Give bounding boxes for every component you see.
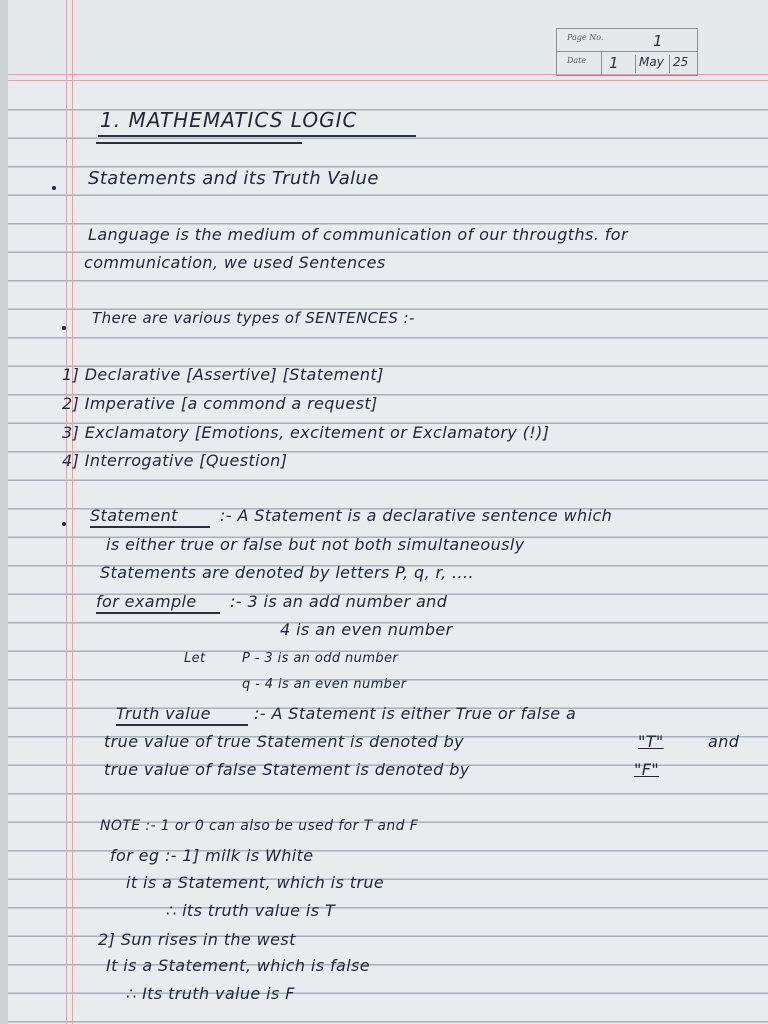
statement-term: Statement bbox=[90, 506, 178, 525]
note: NOTE :- 1 or 0 can also be used for T and F bbox=[100, 818, 419, 834]
truth-value-definition: :- A Statement is either True or false a bbox=[254, 704, 577, 723]
intro-line: communication, we used Sentences bbox=[84, 253, 386, 272]
truth-value-definition: true value of false Statement is denoted by bbox=[104, 760, 470, 779]
statement-example: 4 is an even number bbox=[280, 620, 453, 639]
statement-definition: :- A Statement is a declarative sentence which bbox=[220, 506, 613, 525]
truth-value-definition: and bbox=[708, 732, 740, 751]
example-line: 2] Sun rises in the west bbox=[98, 930, 296, 949]
type-item: 1] Declarative [Assertive] [Statement] bbox=[62, 365, 384, 384]
date-separator bbox=[601, 52, 602, 75]
title-underline bbox=[96, 142, 302, 144]
example-label: for example bbox=[96, 592, 197, 611]
statement-example: :- 3 is an add number and bbox=[230, 592, 448, 611]
date-row bbox=[557, 52, 697, 74]
let-item: q - 4 is an even number bbox=[242, 677, 407, 692]
statement-definition: Statements are denoted by letters P, q, r, .... bbox=[100, 563, 474, 582]
page-number-label: Page No. bbox=[567, 33, 604, 42]
date-month: May bbox=[635, 55, 664, 73]
example-line: ∴ its truth value is T bbox=[166, 901, 336, 920]
example-line: for eg :- 1] milk is White bbox=[110, 846, 314, 865]
date-label: Date bbox=[567, 56, 587, 65]
example-underline bbox=[96, 612, 220, 614]
margin-line bbox=[72, 0, 73, 1024]
bullet bbox=[62, 326, 66, 330]
date-year: 25 bbox=[669, 55, 688, 73]
type-item: 3] Exclamatory [Emotions, excitement or Exclamatory (!)] bbox=[62, 423, 550, 442]
header-rule bbox=[8, 80, 768, 81]
example-line: it is a Statement, which is true bbox=[126, 873, 385, 892]
type-item: 2] Imperative [a commond a request] bbox=[62, 394, 378, 413]
statement-underline bbox=[90, 526, 210, 528]
let-item: P - 3 is an odd number bbox=[242, 651, 399, 666]
page-number: 1 bbox=[653, 32, 663, 50]
type-item: 4] Interrogative [Question] bbox=[62, 451, 288, 470]
page-date-box bbox=[556, 28, 698, 76]
truth-value-term: Truth value bbox=[116, 704, 211, 723]
statement-definition: is either true or false but not both simultaneously bbox=[106, 535, 525, 554]
true-symbol: "T" bbox=[638, 732, 664, 751]
let-label: Let bbox=[184, 651, 206, 666]
page-title: 1. MATHEMATICS LOGIC bbox=[100, 108, 358, 132]
example-line: It is a Statement, which is false bbox=[106, 956, 371, 975]
title-underline bbox=[98, 135, 416, 137]
margin-line bbox=[66, 0, 67, 1024]
truth-value-definition: true value of true Statement is denoted by bbox=[104, 732, 465, 751]
bullet bbox=[52, 186, 56, 190]
bullet bbox=[62, 522, 66, 526]
date-day: 1 bbox=[609, 54, 619, 72]
subheading: Statements and its Truth Value bbox=[88, 168, 379, 189]
example-line: ∴ Its truth value is F bbox=[126, 984, 295, 1003]
truth-value-underline bbox=[116, 724, 248, 726]
false-symbol: "F" bbox=[634, 760, 660, 779]
notebook-page bbox=[8, 0, 768, 1024]
intro-line: Language is the medium of communication of our througths. for bbox=[88, 225, 628, 244]
types-heading: There are various types of SENTENCES :- bbox=[92, 309, 415, 327]
page-number-row bbox=[557, 29, 697, 52]
